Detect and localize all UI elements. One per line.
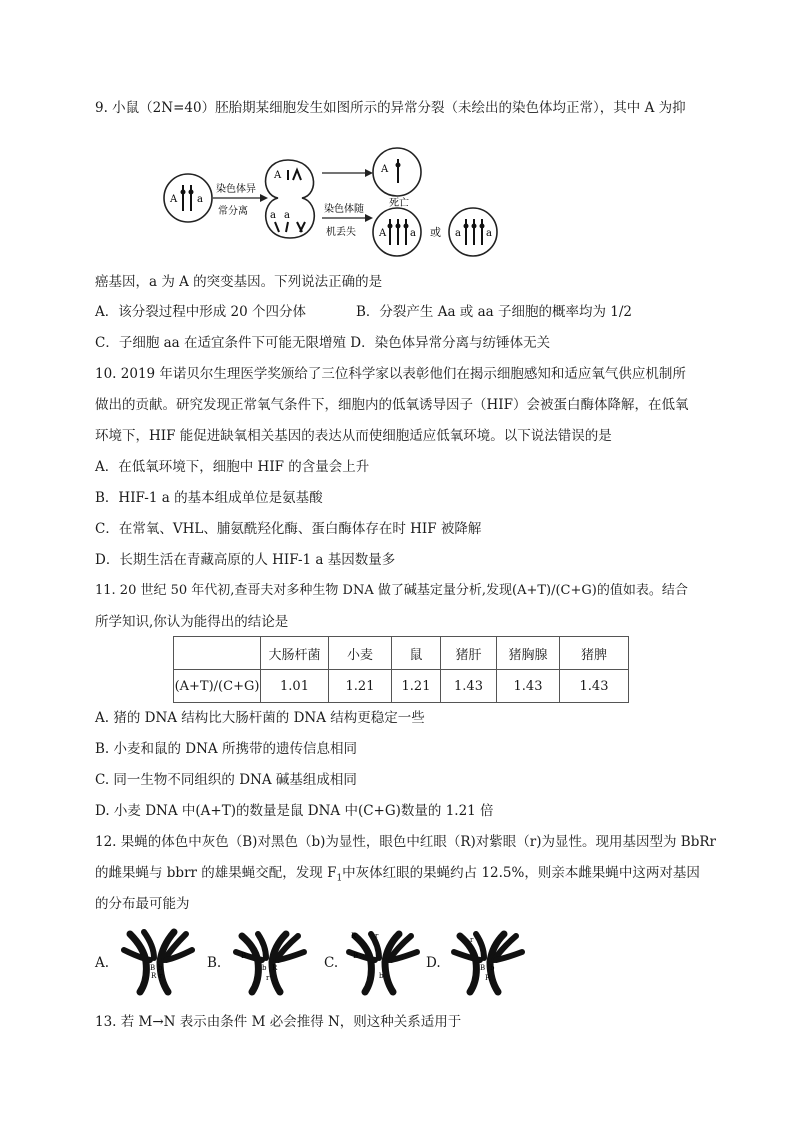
- q12-chromosome-option-d: [450, 928, 526, 996]
- q10-option-c: C．在常氧、VHL、脯氨酰羟化酶、蛋白酶体存在时 HIF 被降解: [95, 521, 482, 537]
- arrow1-label: 染色体异: [216, 184, 256, 195]
- svg-text:B: B: [241, 952, 247, 960]
- svg-text:r: r: [266, 974, 270, 982]
- svg-text:A: A: [274, 170, 282, 181]
- q11-stem-line1: 11. 20 世纪 50 年代初,查哥夫对多种生物 DNA 做了碱基定量分析,发现(A+T)/(C+G)的值如表。结合: [95, 583, 688, 598]
- svg-text:r: r: [159, 972, 163, 980]
- table-row: [174, 670, 629, 703]
- table-cell: 1.21: [329, 670, 392, 703]
- q9-option-cd: C．子细胞 aa 在适宜条件下可能无限增殖 D．染色体异常分离与纺锤体无关: [95, 335, 551, 351]
- svg-text:b: b: [490, 964, 495, 972]
- q12-option-b-label: B.: [207, 955, 222, 971]
- table-header-cell: 猪肝: [441, 637, 497, 670]
- death-label: 死亡: [389, 198, 409, 209]
- q10-stem-line2: 做出的贡献。研究发现正常氧气条件下，细胞内的低氧诱导因子（HIF）会被蛋白酶体降解，在低氧: [95, 397, 689, 413]
- q12-chromosome-option-b: [232, 928, 308, 996]
- arrow2-label: 染色体随: [324, 204, 364, 215]
- table-header-row: [174, 637, 629, 670]
- svg-text:B: B: [480, 964, 486, 972]
- q11-option-d: D. 小麦 DNA 中(A+T)的数量是鼠 DNA 中(C+G)数量的 1.21 倍: [95, 803, 494, 819]
- q12-option-a-label: A.: [95, 955, 110, 971]
- q12-option-c-label: C.: [324, 955, 339, 971]
- q11-stem-line2: 所学知识,你认为能得出的结论是: [95, 614, 289, 630]
- table-header-cell: 猪胸腺: [497, 637, 560, 670]
- q11-option-a: A. 猪的 DNA 结构比大肠杆菌的 DNA 结构更稳定一些: [95, 710, 425, 726]
- svg-text:a: a: [486, 228, 492, 239]
- q9-stem-line2: 癌基因，a 为 A 的突变基因。下列说法正确的是: [95, 274, 383, 290]
- q9-stem-line1: 9. 小鼠（2N=40）胚胎期某细胞发生如图所示的异常分裂（未绘出的染色体均正常），其中 A 为抑: [95, 100, 686, 116]
- q12-option-d-label: D.: [426, 955, 441, 971]
- svg-text:a: a: [284, 210, 290, 221]
- table-cell: 1.01: [261, 670, 329, 703]
- svg-text:R: R: [351, 932, 357, 940]
- svg-text:B: B: [353, 952, 359, 960]
- table-header-cell: 大肠杆菌: [261, 637, 329, 670]
- svg-text:b: b: [379, 972, 384, 980]
- svg-text:b: b: [158, 964, 163, 972]
- svg-text:A: A: [381, 164, 389, 175]
- svg-text:r: r: [470, 936, 474, 944]
- table-cell: 1.21: [392, 670, 441, 703]
- svg-text:r: r: [375, 932, 379, 940]
- q10-stem-line1: 10. 2019 年诺贝尔生理医学奖颁给了三位科学家以表彰他们在揭示细胞感知和适应氧气供应机制所: [95, 366, 686, 382]
- q11-option-b: B. 小麦和鼠的 DNA 所携带的遗传信息相同: [95, 741, 357, 757]
- svg-text:a: a: [410, 228, 416, 239]
- q12-stem-line2: 的雌果蝇与 bbrr 的雄果蝇交配，发现 $F_1$中灰体红眼的果蝇约占 12.5%，则亲本雌果蝇中这两对基因: [95, 865, 700, 884]
- q9-option-a: A．该分裂过程中形成 20 个四分体: [95, 304, 307, 320]
- q9-option-b: B．分裂产生 Aa 或 aa 子细胞的概率均为 1/2: [356, 304, 632, 320]
- svg-text:b: b: [262, 964, 267, 972]
- q10-option-b: B．HIF-1 a 的基本组成单位是氨基酸: [95, 490, 323, 506]
- or-label: 或: [430, 226, 441, 239]
- table-cell: 1.43: [441, 670, 497, 703]
- svg-text:R: R: [272, 964, 278, 972]
- q10-option-d: D．长期生活在青藏高原的人 HIF-1 a 基因数量多: [95, 552, 396, 568]
- svg-text:a: a: [455, 228, 461, 239]
- svg-text:R: R: [485, 974, 491, 982]
- table-cell: 1.43: [560, 670, 629, 703]
- svg-text:B: B: [150, 964, 156, 972]
- table-row-label: (A+T)/(C+G): [174, 670, 261, 703]
- q9-cell-division-diagram: [160, 140, 500, 265]
- q10-option-a: A．在低氧环境下，细胞中 HIF 的含量会上升: [95, 459, 370, 475]
- table-header-cell: 小麦: [329, 637, 392, 670]
- svg-text:机丢失: 机丢失: [326, 227, 356, 238]
- q11-option-c: C. 同一生物不同组织的 DNA 碱基组成相同: [95, 772, 357, 788]
- svg-text:R: R: [151, 972, 157, 980]
- svg-text:a: a: [197, 194, 203, 205]
- q12-stem-line3: 的分布最可能为: [95, 896, 190, 912]
- table-cell: 1.43: [497, 670, 560, 703]
- table-header-cell: [174, 637, 261, 670]
- q12-chromosome-option-c: [345, 928, 421, 996]
- svg-text:A: A: [379, 228, 387, 239]
- q12-chromosome-option-a: [120, 928, 196, 996]
- q13-stem: 13. 若 M→N 表示由条件 M 必会推得 N，则这种关系适用于: [95, 1014, 462, 1030]
- base-ratio-table: [173, 636, 629, 703]
- gene-label-A: A: [170, 194, 178, 205]
- q10-stem-line3: 环境下，HIF 能促进缺氧相关基因的表达从而使细胞适应低氧环境。以下说法错误的是: [95, 428, 612, 444]
- svg-text:a: a: [270, 210, 276, 221]
- q12-stem-line1: 12. 果蝇的体色中灰色（B)对黑色（b)为显性，眼色中红眼（R)对紫眼（r)为显性。现用基因型为 BbRr: [95, 834, 716, 850]
- svg-text:常分离: 常分离: [218, 206, 248, 217]
- table-header-cell: 鼠: [392, 637, 441, 670]
- table-header-cell: 猪脾: [560, 637, 629, 670]
